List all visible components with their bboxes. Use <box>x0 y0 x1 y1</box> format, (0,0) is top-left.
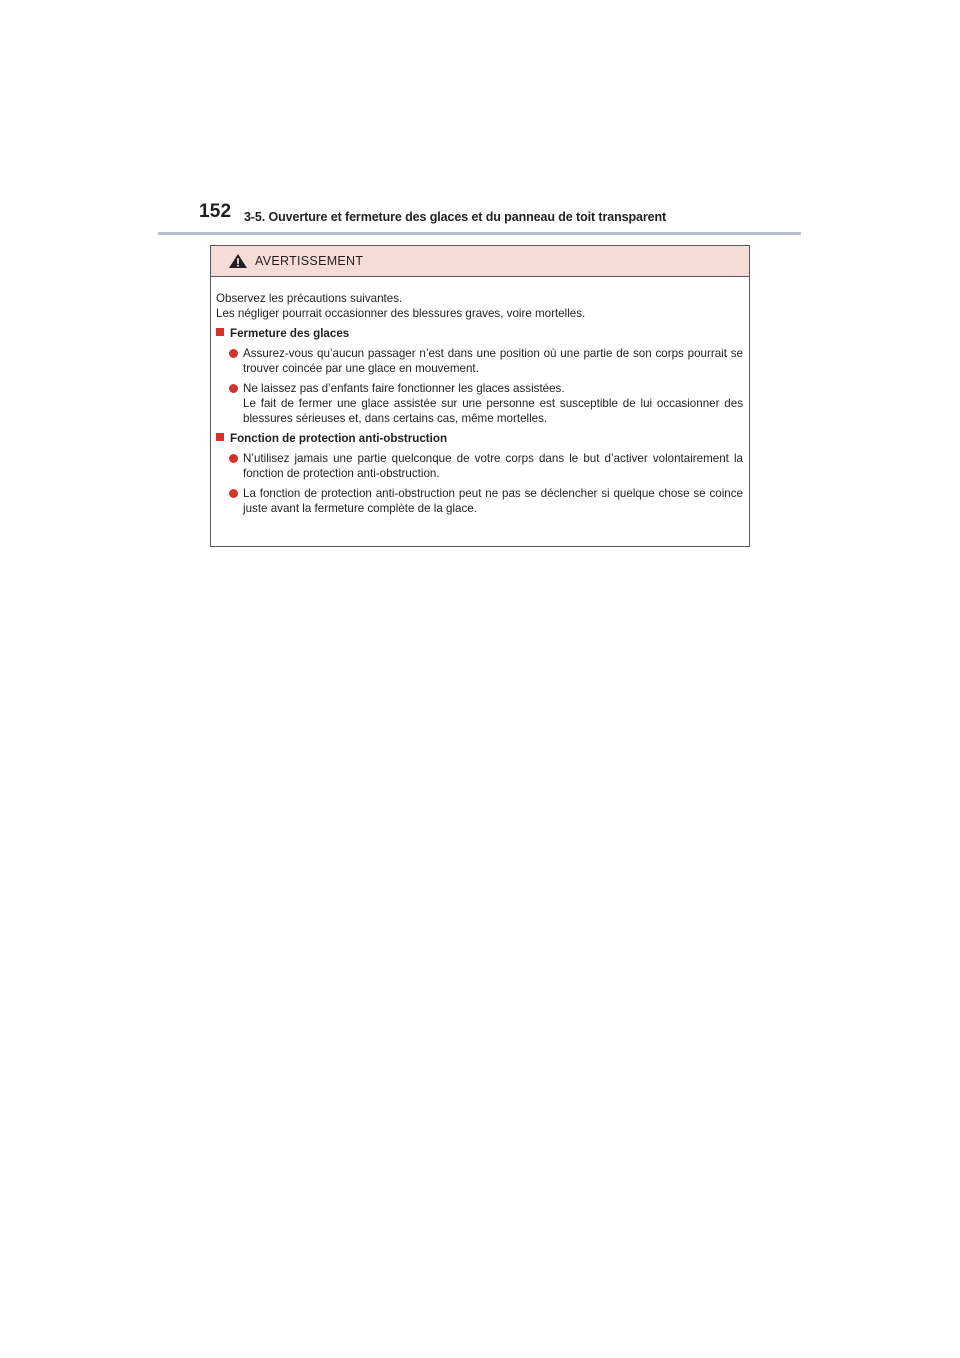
header-rule <box>158 232 801 235</box>
list-item <box>216 486 743 516</box>
square-bullet-icon <box>216 433 224 441</box>
list-item-paragraph: Ne laissez pas d’enfants faire fonctionner les glaces assistées. <box>243 382 565 395</box>
warning-title: AVERTISSEMENT <box>255 254 364 268</box>
list-item-text <box>243 451 743 481</box>
list-item-paragraph: N’utilisez jamais une partie quelconque de votre corps dans le but d’activer volontairement la fonction de protection anti-obstruction. <box>243 452 743 480</box>
warning-triangle-icon <box>228 253 248 269</box>
list-item-text <box>243 381 743 426</box>
circle-bullet-icon <box>229 384 238 393</box>
list-item <box>216 381 743 426</box>
list-item <box>216 346 743 376</box>
warning-box <box>210 245 750 547</box>
circle-bullet-icon <box>229 454 238 463</box>
list-item <box>216 451 743 481</box>
page-number: 152 <box>199 201 232 222</box>
subheading-anti-obstruction <box>216 431 743 446</box>
list-item-text <box>243 486 743 516</box>
warning-body <box>211 277 749 516</box>
subheading-window-closing <box>216 326 743 341</box>
square-bullet-icon <box>216 328 224 336</box>
list-item-paragraph: Assurez-vous qu’aucun passager n’est dans une position où une partie de son corps pourrait se trouver coincée par une glace en mouvement. <box>243 347 743 375</box>
intro-line: Les négliger pourrait occasionner des blessures graves, voire mortelles. <box>216 307 586 320</box>
section-title: 3-5. Ouverture et fermeture des glaces et du panneau de toit transparent <box>244 210 667 224</box>
list-item-paragraph: La fonction de protection anti-obstruction peut ne pas se déclencher si quelque chose se coince juste avant la fermeture complète de la glace. <box>243 487 743 515</box>
intro-line: Observez les précautions suivantes. <box>216 292 403 305</box>
circle-bullet-icon <box>229 489 238 498</box>
circle-bullet-icon <box>229 349 238 358</box>
list-item-text <box>243 346 743 376</box>
list-item-paragraph: Le fait de fermer une glace assistée sur une personne est susceptible de lui occasionner des blessures sérieuses et, dans certains cas, même mortelles. <box>243 397 743 425</box>
warning-header <box>211 246 749 277</box>
subheading-label: Fermeture des glaces <box>230 327 350 340</box>
subheading-label: Fonction de protection anti-obstruction <box>230 432 448 445</box>
